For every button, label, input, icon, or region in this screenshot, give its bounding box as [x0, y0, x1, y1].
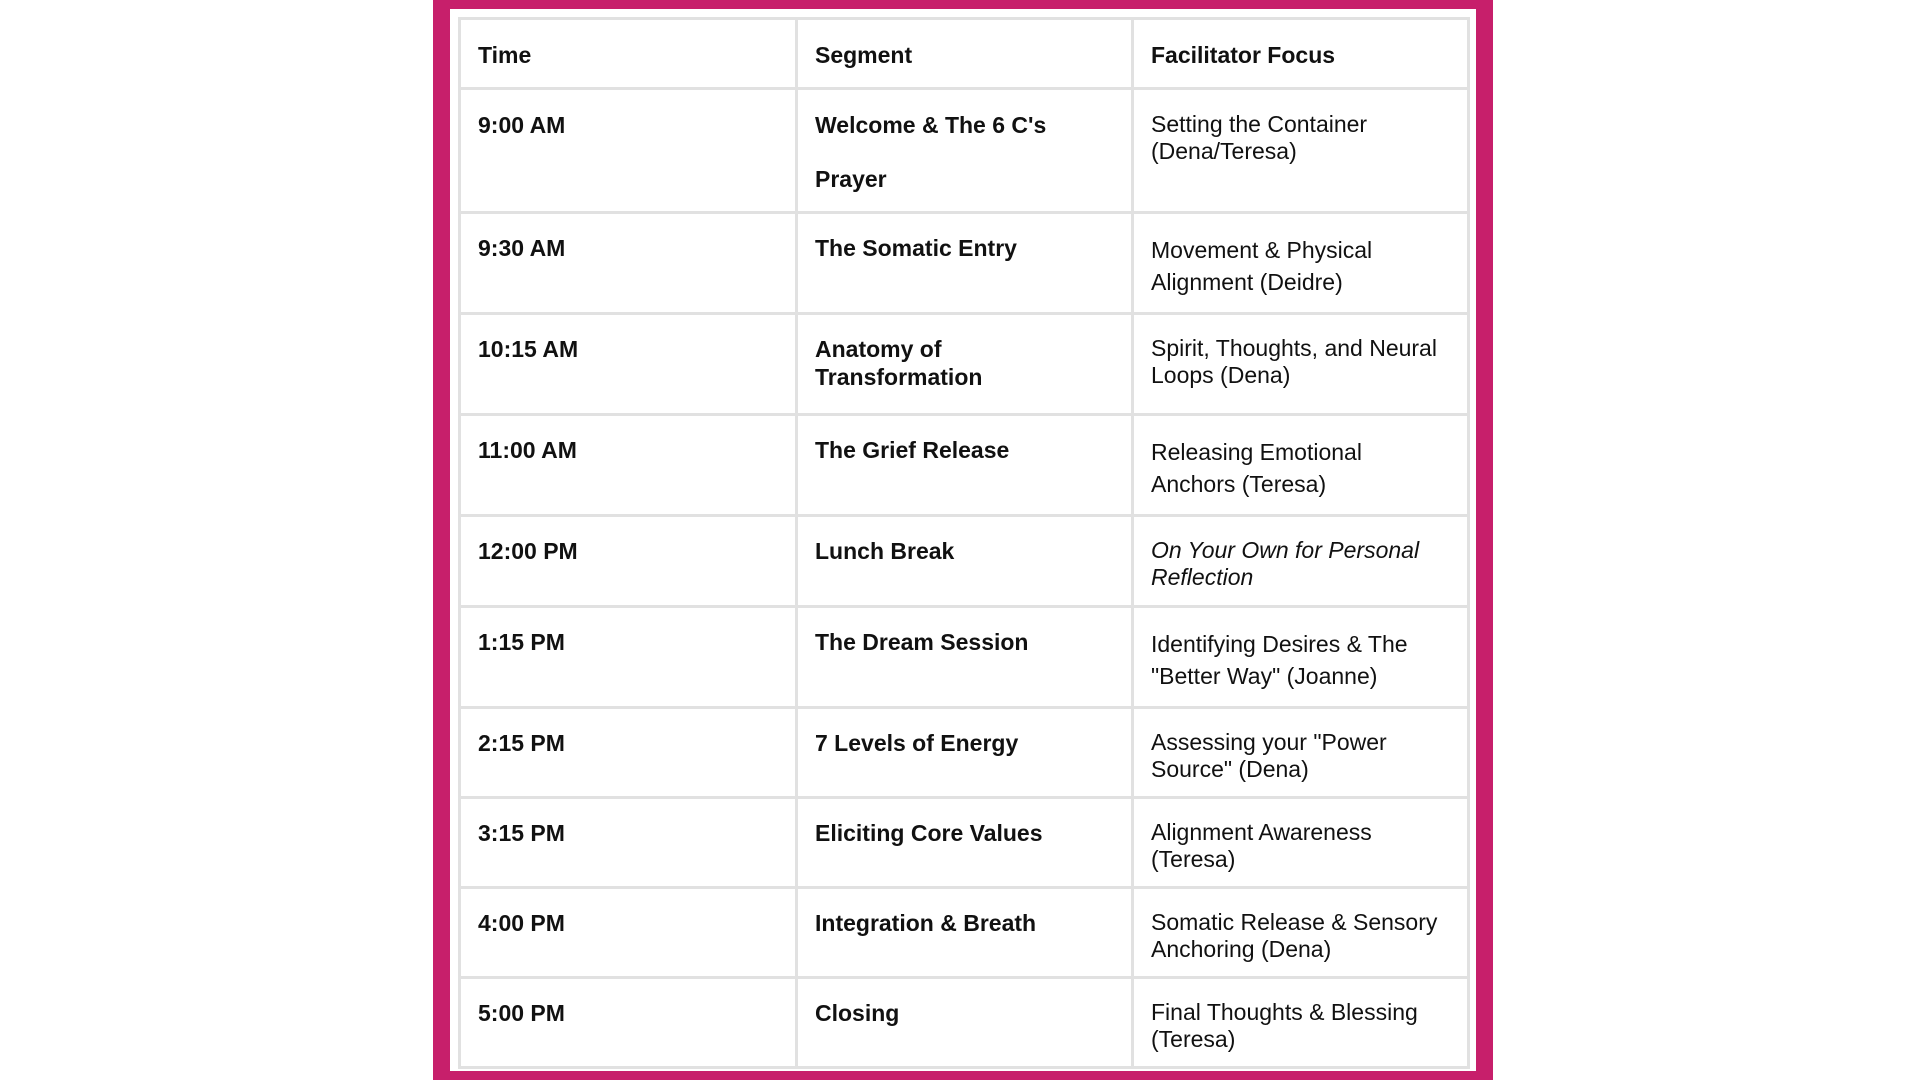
segment-cell: Eliciting Core Values [797, 798, 1133, 888]
segment-cell: Anatomy of Transformation [797, 314, 1133, 415]
table-row [460, 708, 1469, 798]
table-row [460, 978, 1469, 1068]
focus-cell: Final Thoughts & Blessing (Teresa) [1133, 978, 1469, 1068]
table-row [460, 607, 1469, 708]
focus-cell: On Your Own for Personal Reflection [1133, 516, 1469, 607]
table-row [460, 213, 1469, 314]
time-cell: 2:15 PM [460, 708, 797, 798]
segment-cell: The Grief Release [797, 415, 1133, 516]
focus-cell: Spirit, Thoughts, and Neural Loops (Dena) [1133, 314, 1469, 415]
table-row [460, 516, 1469, 607]
time-cell: 12:00 PM [460, 516, 797, 607]
header-facilitator-focus: Facilitator Focus [1133, 19, 1469, 89]
header-segment: Segment [797, 19, 1133, 89]
table-row [460, 888, 1469, 978]
segment-cell: The Dream Session [797, 607, 1133, 708]
table-row [460, 89, 1469, 213]
focus-cell: Somatic Release & Sensory Anchoring (Dena) [1133, 888, 1469, 978]
header-time: Time [460, 19, 797, 89]
time-cell: 1:15 PM [460, 607, 797, 708]
focus-cell: Identifying Desires & The "Better Way" (Joanne) [1133, 607, 1469, 708]
segment-title: Welcome & The 6 C's [815, 112, 1047, 138]
segment-cell [797, 89, 1133, 213]
time-cell: 5:00 PM [460, 978, 797, 1068]
pink-frame [433, 0, 1493, 1080]
focus-cell: Assessing your "Power Source" (Dena) [1133, 708, 1469, 798]
schedule-panel [450, 9, 1476, 1071]
time-cell: 11:00 AM [460, 415, 797, 516]
focus-cell: Alignment Awareness (Teresa) [1133, 798, 1469, 888]
segment-extra: Prayer [815, 166, 887, 192]
segment-cell: 7 Levels of Energy [797, 708, 1133, 798]
focus-cell: Setting the Container (Dena/Teresa) [1133, 89, 1469, 213]
table-row [460, 798, 1469, 888]
time-cell: 10:15 AM [460, 314, 797, 415]
segment-cell: Integration & Breath [797, 888, 1133, 978]
time-cell: 4:00 PM [460, 888, 797, 978]
segment-cell: Lunch Break [797, 516, 1133, 607]
focus-cell: Releasing Emotional Anchors (Teresa) [1133, 415, 1469, 516]
table-header-row [460, 19, 1469, 89]
time-cell: 9:30 AM [460, 213, 797, 314]
focus-cell: Movement & Physical Alignment (Deidre) [1133, 213, 1469, 314]
segment-cell: Closing [797, 978, 1133, 1068]
schedule-table [458, 17, 1470, 1069]
segment-cell: The Somatic Entry [797, 213, 1133, 314]
time-cell: 3:15 PM [460, 798, 797, 888]
table-row [460, 314, 1469, 415]
table-row [460, 415, 1469, 516]
time-cell: 9:00 AM [460, 89, 797, 213]
